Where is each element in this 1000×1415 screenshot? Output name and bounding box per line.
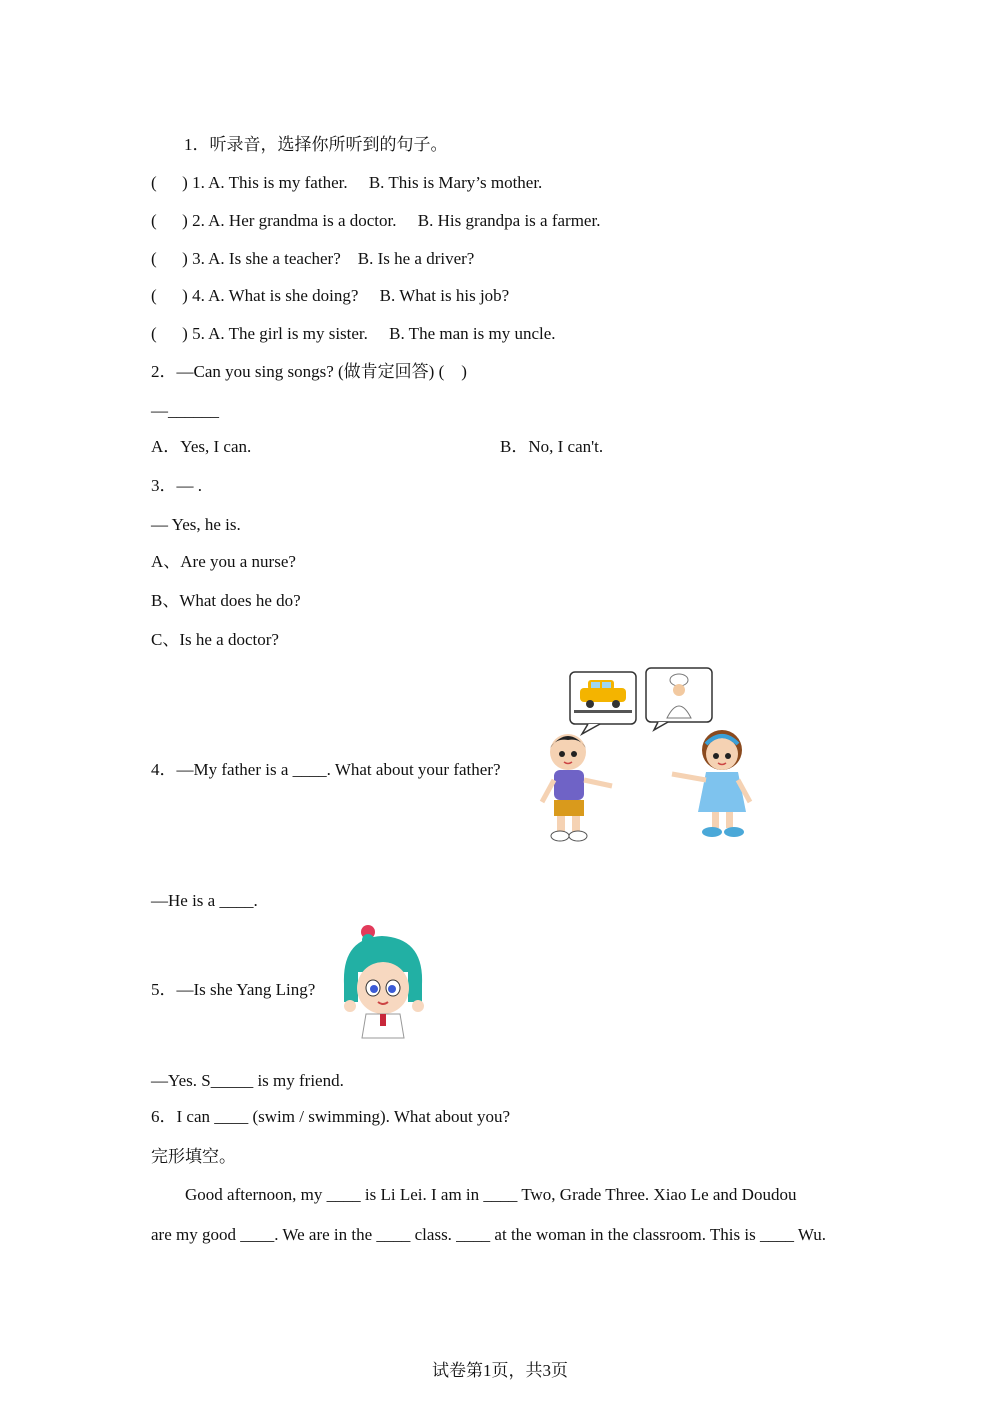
boy-figure — [542, 734, 612, 841]
q1-item-4: ( ) 4. A. What is she doing? B. What is his job? — [151, 286, 510, 305]
cloze-title: 完形填空。 — [151, 1147, 236, 1166]
q5-stem: 5．—Is she Yang Ling? — [151, 980, 316, 999]
q2-option-a: A．Yes, I can. — [151, 437, 252, 456]
q3-stem: 3．— . — [151, 476, 202, 495]
yang-ling-illustration — [338, 922, 434, 1042]
q2-option-b: B．No, I can't. — [500, 437, 604, 456]
q1-item-2: ( ) 2. A. Her grandma is a doctor. B. His grandpa is a farmer. — [151, 211, 601, 230]
taxi-bubble — [570, 672, 636, 734]
q3-option-c: C、Is he a doctor? — [151, 630, 279, 649]
girl-figure — [672, 730, 750, 837]
q2-answer-line: —______ — [151, 401, 219, 420]
cloze-line-2: are my good ____. We are in the ____ class. ____ at the woman in the classroom. This is ____ Wu. — [151, 1225, 827, 1244]
boy-girl-jobs-illustration — [530, 662, 760, 852]
q1-item-3: ( ) 3. A. Is she a teacher? B. Is he a driver? — [151, 249, 475, 268]
q1-title: 1．听录音，选择你所听到的句子。 — [184, 135, 448, 154]
q1-item-5: ( ) 5. A. The girl is my sister. B. The man is my uncle. — [151, 324, 556, 343]
q4-stem: 4．—My father is a ____. What about your father? — [151, 760, 501, 779]
page-footer: 试卷第1页，共3页 — [432, 1361, 568, 1380]
chef-bubble — [646, 668, 712, 730]
q3-reply: — Yes, he is. — [151, 515, 241, 534]
q3-option-b: B、What does he do? — [151, 591, 301, 610]
q1-item-1: ( ) 1. A. This is my father. B. This is Mary’s mother. — [151, 173, 543, 192]
cloze-line-1: Good afternoon, my ____ is Li Lei. I am in ____ Two, Grade Three. Xiao Le and Doudou — [151, 1185, 797, 1204]
q2-stem: 2．—Can you sing songs? (做肯定回答) ( ) — [151, 362, 467, 381]
q5-reply: —Yes. S_____ is my friend. — [151, 1071, 344, 1090]
q3-option-a: A、Are you a nurse? — [151, 552, 296, 571]
q4-reply: —He is a ____. — [151, 891, 258, 910]
q6-stem: 6．I can ____ (swim / swimming). What about you? — [151, 1107, 510, 1126]
